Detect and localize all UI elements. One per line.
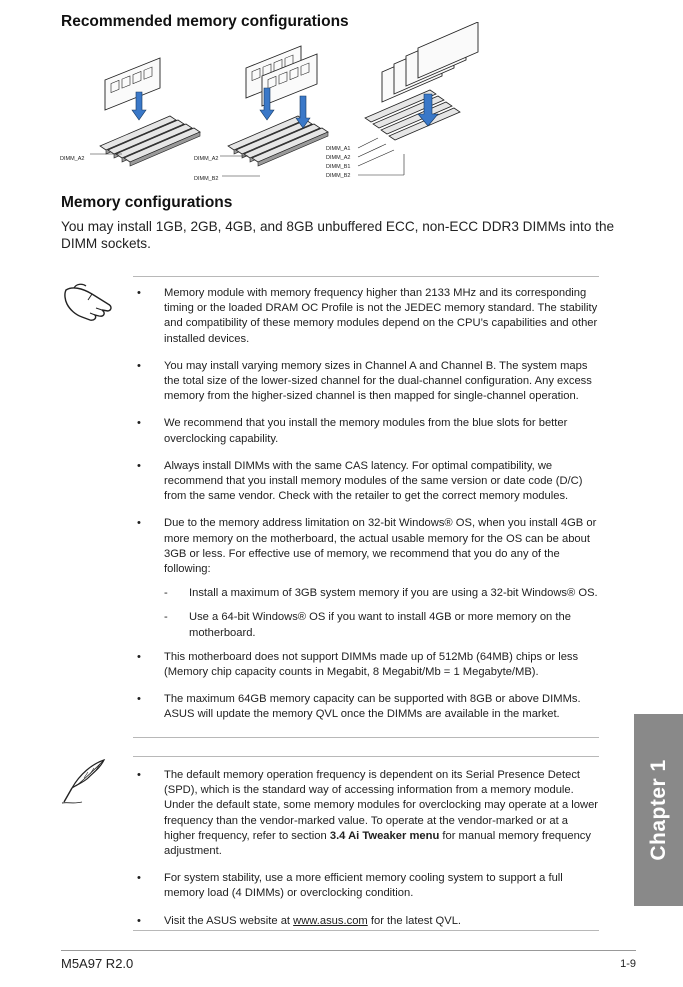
dimm-config-four-diagram	[320, 22, 490, 184]
dimm-label: DIMM_B1	[326, 164, 351, 170]
pointing-hand-icon	[62, 280, 118, 322]
quill-pen-icon	[60, 758, 110, 806]
note-item: • The maximum 64GB memory capacity can be supported with 8GB or above DIMMs. ASUS will update the memory QVL once the DIMMs are available in the market.	[137, 693, 581, 721]
notes-top-divider	[133, 276, 599, 277]
tips-list	[133, 768, 601, 929]
dimm-label: DIMM_A2	[60, 156, 85, 162]
dimm-label: DIMM_A2	[194, 156, 219, 162]
dimm-config-two	[194, 46, 328, 182]
note-item: • Always install DIMMs with the same CAS latency. For optimal compatibility, we recommend that you install memory modules of the same version or date code (D/C) from the same vendor. Check with the retailer to get the correct memory modules.	[137, 459, 583, 503]
asus-website-link[interactable]: www.asus.com	[293, 914, 368, 927]
note-item: • Memory module with memory frequency higher than 2133 MHz and its corresponding timing or the loaded DRAM OC Profile is not the JEDEC memory standard. The stability and compatibility of these memory modules depend on the CPU’s capabilities and other installed devices.	[137, 287, 598, 345]
note-item: • You may install varying memory sizes in Channel A and Channel B. The system maps the total size of the lower-sized channel for the dual-channel configuration. Any excess memory from the higher-sized channel is then mapped for single-channel operation.	[137, 359, 592, 403]
section-title-recommended: Recommended memory configurations	[61, 13, 349, 30]
note-sub-item: - Use a 64-bit Windows® OS if you want to install 4GB or more memory on the motherboard.	[164, 611, 571, 639]
chapter-tab	[634, 714, 683, 906]
note-item: • We recommend that you install the memory modules from the blue slots for better overclocking capability.	[137, 417, 568, 445]
dimm-label: DIMM_B2	[326, 173, 351, 179]
tips-bottom-divider	[133, 930, 599, 931]
note-item: • Due to the memory address limitation on 32-bit Windows® OS, when you install 4GB or more memory on the motherboard, the actual usable memory for the OS can be about 3GB or less. For effective use of memory, we recommend that you do any of the following:	[137, 517, 597, 576]
intro-paragraph: You may install 1GB, 2GB, 4GB, and 8GB unbuffered ECC, non-ECC DDR3 DIMMs into the DIMM sockets.	[61, 219, 615, 251]
chapter-tab-label: Chapter 1	[646, 759, 670, 861]
tips-top-divider	[133, 756, 599, 757]
dimm-label: DIMM_B2	[194, 176, 219, 182]
tip-item: • For system stability, use a more efficient memory cooling system to support a full memory load (4 DIMMs) or overclocking condition.	[137, 872, 563, 900]
section-reference: 3.4 Ai Tweaker menu	[329, 829, 440, 842]
notes-bottom-divider	[133, 737, 599, 738]
notes-list	[133, 286, 601, 723]
tip-item: • The default memory operation frequency is dependent on its Serial Presence Detect (SPD), which is the standard way of accessing information from a memory module. Under the default state, some memory modules for overclocking may operate at a lower frequency than the vendor-marked value. To operate at the vendor-marked or at a higher frequency, refer to section 3.4 Ai Tweaker menu for manual memory frequency adjustment.	[137, 769, 599, 858]
note-sub-item: - Install a maximum of 3GB system memory if you are using a 32-bit Windows® OS.	[164, 587, 598, 600]
dimm-config-diagram	[60, 30, 360, 185]
footer-model-name: M5A97 R2.0	[61, 956, 134, 971]
section-title-memory-configurations: Memory configurations	[61, 194, 233, 211]
footer-page-number: 1-9	[620, 958, 636, 970]
footer-divider	[61, 950, 636, 951]
dimm-config-one	[60, 58, 200, 166]
dimm-label: DIMM_A1	[326, 146, 351, 152]
note-item: • This motherboard does not support DIMMs made up of 512Mb (64MB) chips or less (Memory chip capacity counts in Megabit, 8 Megabit/Mb = 1 Megabyte/MB).	[137, 650, 579, 679]
tip-item: • Visit the ASUS website at www.asus.com for the latest QVL.	[137, 914, 462, 927]
dimm-label: DIMM_A2	[326, 155, 351, 161]
